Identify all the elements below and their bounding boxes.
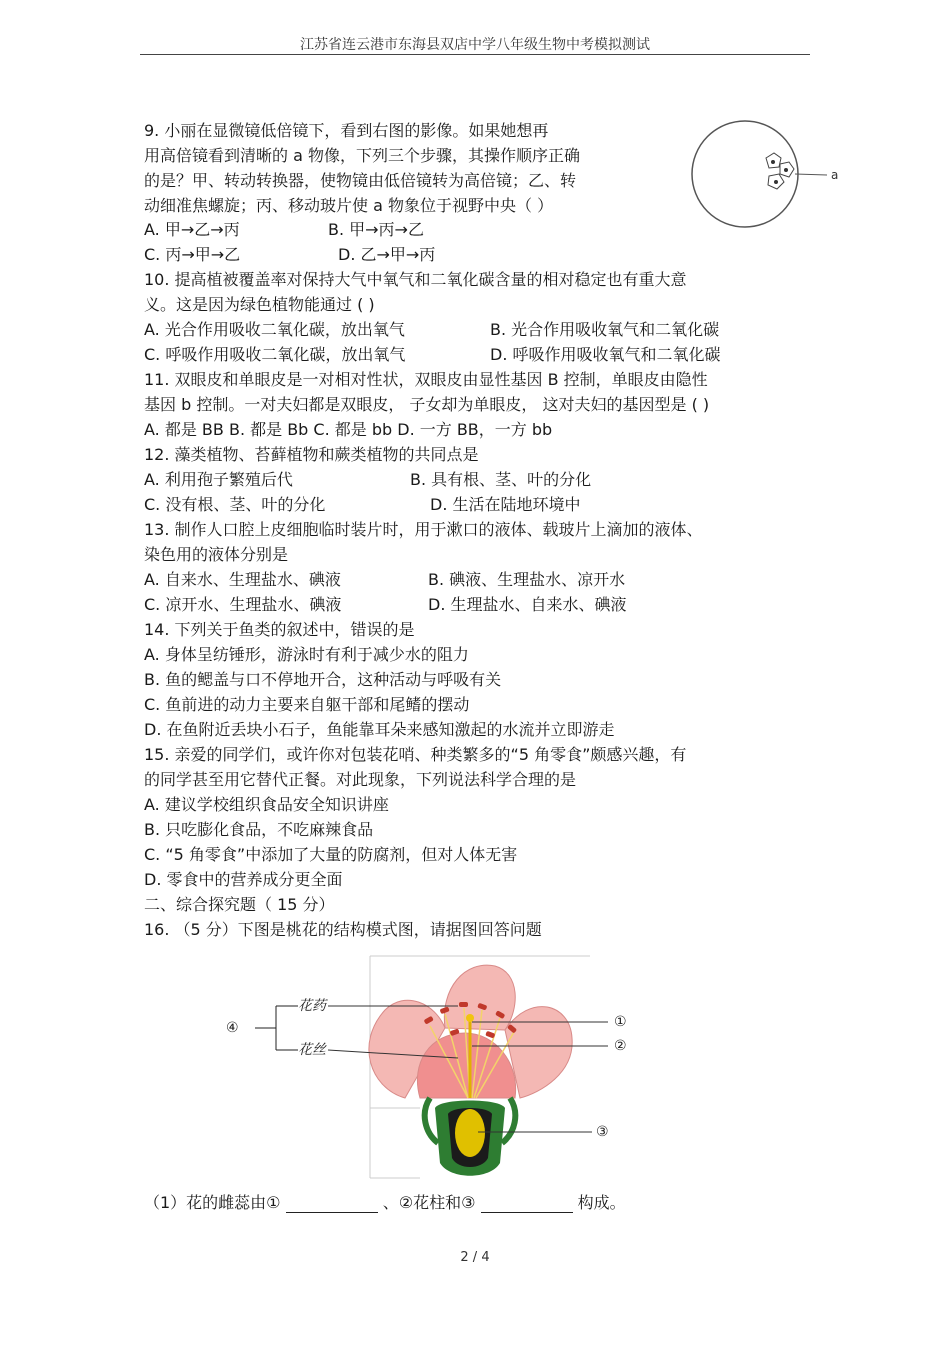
q10-option-b: B. 光合作用吸收氧气和二氧化碳 [490, 320, 720, 339]
q13-option-c: C. 凉开水、生理盐水、碘液 [144, 595, 342, 614]
q15-option-a: A. 建议学校组织食品安全知识讲座 [144, 795, 389, 814]
answer-blank-3[interactable] [481, 1196, 573, 1213]
q9-option-a: A. 甲→乙→丙 [144, 220, 240, 239]
q11-options: A. 都是 BB B. 都是 Bb C. 都是 bb D. 一方 BB，一方 bb [144, 420, 553, 439]
label-3: ③ [596, 1124, 609, 1140]
section-2-title: 二、综合探究题（ 15 分） [144, 895, 335, 914]
label-4: ④ [226, 1020, 239, 1036]
label-2: ② [614, 1038, 627, 1054]
answer-blank-1[interactable] [286, 1196, 378, 1213]
peach-flower-diagram [220, 948, 640, 1188]
q13-line2: 染色用的液体分别是 [144, 545, 289, 564]
label-filament: 花丝 [298, 1042, 326, 1058]
q16-sub1 [144, 1193, 626, 1213]
q12-option-a: A. 利用孢子繁殖后代 [144, 470, 293, 489]
q16-sub1-part-c: 构成。 [577, 1193, 626, 1212]
q14-option-a: A. 身体呈纺锤形，游泳时有利于减少水的阻力 [144, 645, 469, 664]
q9-option-c: C. 丙→甲→乙 [144, 245, 241, 264]
q13-option-b: B. 碘液、生理盐水、凉开水 [428, 570, 626, 589]
ovary-receptacle [425, 1098, 516, 1176]
q15-line1: 15. 亲爱的同学们，或许你对包装花哨、种类繁多的“5 角零食”颇感兴趣，有 [144, 745, 687, 764]
stamen-bracket [255, 1006, 298, 1050]
microscope-view-figure [690, 118, 850, 238]
q12-option-b: B. 具有根、茎、叶的分化 [410, 470, 592, 489]
q15-option-d: D. 零食中的营养成分更全面 [144, 870, 343, 889]
label-anther: 花药 [298, 998, 326, 1014]
q14-line1: 14. 下列关于鱼类的叙述中，错误的是 [144, 620, 415, 639]
q12-option-d: D. 生活在陆地环境中 [430, 495, 581, 514]
q16-sub1-part-a: （1）花的雌蕊由① [144, 1193, 286, 1212]
q9-option-b: B. 甲→丙→乙 [328, 220, 424, 239]
q10-option-c: C. 呼吸作用吸收二氧化碳，放出氧气 [144, 345, 406, 364]
label-1: ① [614, 1014, 627, 1030]
q9-option-d: D. 乙→甲→丙 [338, 245, 436, 264]
q10-line2: 义。这是因为绿色植物能通过 ( ) [144, 295, 375, 314]
label-a: a [831, 168, 839, 182]
q10-option-d: D. 呼吸作用吸收氧气和二氧化碳 [490, 345, 721, 364]
q15-line2: 的同学甚至用它替代正餐。对此现象，下列说法科学合理的是 [144, 770, 577, 789]
q13-line1: 13. 制作人口腔上皮细胞临时装片时，用于漱口的液体、载玻片上滴加的液体、 [144, 520, 703, 539]
q14-option-b: B. 鱼的鳃盖与口不停地开合，这种活动与呼吸有关 [144, 670, 502, 689]
q16-sub1-part-b: 、②花柱和③ [382, 1193, 481, 1212]
page-header: 江苏省连云港市东海县双店中学八年级生物中考模拟测试 [300, 37, 650, 53]
q15-option-b: B. 只吃膨化食品，不吃麻辣食品 [144, 820, 374, 839]
q10-option-a: A. 光合作用吸收二氧化碳，放出氧气 [144, 320, 405, 339]
q14-option-c: C. 鱼前进的动力主要来自躯干部和尾鳍的摆动 [144, 695, 470, 714]
q9-line1: 9. 小丽在显微镜低倍镜下，看到右图的影像。如果她想再 [144, 121, 549, 140]
pointer-line-a [795, 174, 827, 175]
page-number: 2 / 4 [460, 1250, 490, 1265]
q13-option-d: D. 生理盐水、自来水、碘液 [428, 595, 627, 614]
q12-option-c: C. 没有根、茎、叶的分化 [144, 495, 326, 514]
q13-option-a: A. 自来水、生理盐水、碘液 [144, 570, 341, 589]
q11-line1: 11. 双眼皮和单眼皮是一对相对性状，双眼皮由显性基因 B 控制，单眼皮由隐性 [144, 370, 708, 389]
q15-option-c: C. “5 角零食”中添加了大量的防腐剂，但对人体无害 [144, 845, 518, 864]
q9-line2: 用高倍镜看到清晰的 a 物像，下列三个步骤，其操作顺序正确 [144, 146, 580, 165]
q11-line2: 基因 b 控制。一对夫妇都是双眼皮， 子女却为单眼皮， 这对夫妇的基因型是 ( ) [144, 395, 710, 414]
q14-option-d: D. 在鱼附近丢块小石子，鱼能靠耳朵来感知激起的水流并立即游走 [144, 720, 615, 739]
q16-line1: 16. （5 分）下图是桃花的结构模式图，请据图回答问题 [144, 920, 542, 939]
header-rule [140, 54, 810, 55]
q9-line3: 的是？甲、转动转换器，使物镜由低倍镜转为高倍镜；乙、转 [144, 171, 577, 190]
q9-line4: 动细准焦螺旋；丙、移动玻片使 a 物象位于视野中央（ ） [144, 196, 554, 215]
q12-line1: 12. 藻类植物、苔藓植物和蕨类植物的共同点是 [144, 445, 479, 464]
q10-line1: 10. 提高植被覆盖率对保持大气中氧气和二氧化碳含量的相对稳定也有重大意 [144, 270, 687, 289]
